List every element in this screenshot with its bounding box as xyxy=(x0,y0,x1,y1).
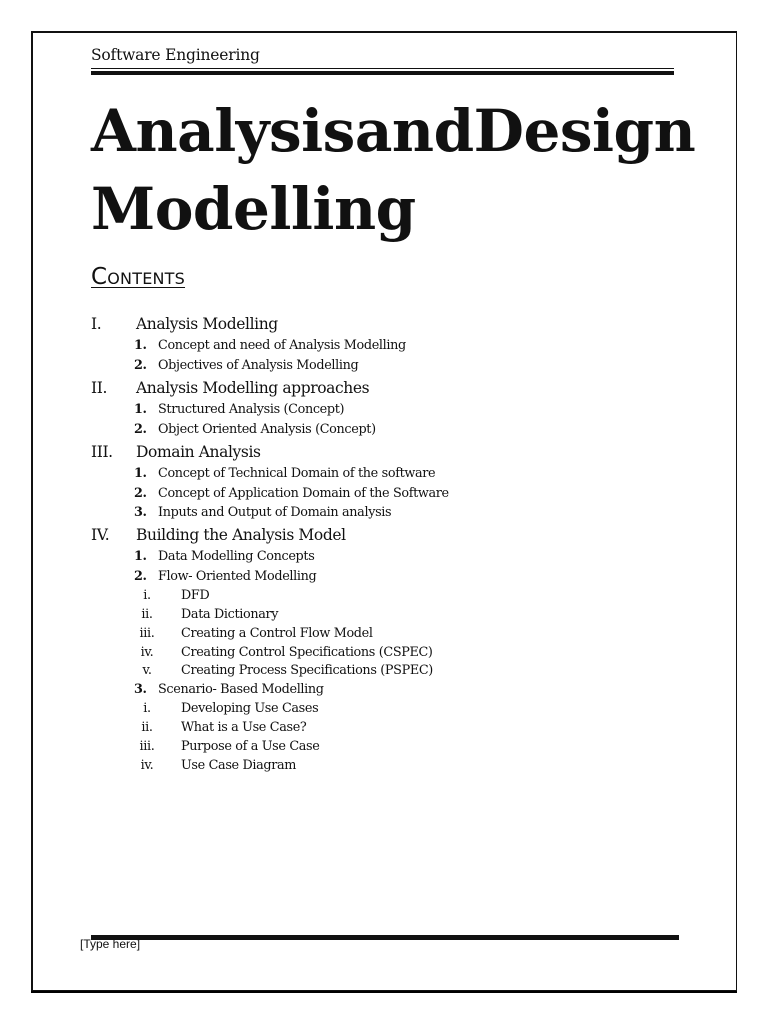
toc-text: Developing Use Cases xyxy=(181,701,319,717)
toc-text: DFD xyxy=(181,588,210,604)
toc-text: Structured Analysis (Concept) xyxy=(158,401,345,417)
title-word: and xyxy=(354,97,474,165)
toc-text: What is a Use Case? xyxy=(181,720,307,736)
toc-text: Creating a Control Flow Model xyxy=(181,625,373,641)
toc-number: iv. xyxy=(140,757,154,773)
toc-subsection xyxy=(134,401,345,417)
title-word: Design xyxy=(473,97,696,165)
toc-text: Purpose of a Use Case xyxy=(181,738,320,754)
toc-number: 2. xyxy=(134,485,147,501)
toc-number: III. xyxy=(91,442,113,461)
contents-heading: Contents xyxy=(91,264,186,290)
toc-text: Concept of Application Domain of the Software xyxy=(158,485,449,501)
toc-subsection xyxy=(134,357,359,373)
toc-subsection xyxy=(134,338,406,354)
toc-subsection xyxy=(134,549,315,565)
toc-subsection xyxy=(134,465,436,481)
toc-text: Analysis Modelling xyxy=(136,315,278,333)
toc-subitem xyxy=(139,625,373,641)
toc-number: ii. xyxy=(141,720,153,736)
toc-subitem xyxy=(139,738,320,754)
toc-number: 2. xyxy=(134,357,147,373)
toc-text: Building the Analysis Model xyxy=(136,526,346,545)
toc-number: 1. xyxy=(134,338,147,354)
toc-number: i. xyxy=(143,588,151,604)
toc-section xyxy=(91,315,278,333)
toc-number: IV. xyxy=(91,526,110,545)
toc-text: Use Case Diagram xyxy=(181,757,297,773)
toc-number: v. xyxy=(142,663,152,679)
toc-subitem xyxy=(142,663,433,679)
toc-number: 2. xyxy=(134,569,147,585)
toc-number: i. xyxy=(143,701,151,717)
toc-subsection xyxy=(134,485,449,501)
toc-number: ii. xyxy=(141,606,153,622)
title-line-2: Modelling xyxy=(91,175,416,243)
toc-text: Object Oriented Analysis (Concept) xyxy=(158,421,376,437)
toc-text: Data Modelling Concepts xyxy=(158,549,315,565)
toc-number: II. xyxy=(91,378,107,397)
toc-number: iii. xyxy=(139,625,155,641)
toc-subsection xyxy=(134,421,376,437)
toc-subitem xyxy=(143,588,210,604)
toc-text: Objectives of Analysis Modelling xyxy=(158,357,359,373)
toc-text: Concept and need of Analysis Modelling xyxy=(158,338,406,354)
toc-number: iv. xyxy=(140,644,154,660)
footer-placeholder[interactable]: [Type here] xyxy=(80,937,141,951)
toc-subitem xyxy=(143,701,319,717)
toc-subsection xyxy=(134,505,392,521)
toc-text: Inputs and Output of Domain analysis xyxy=(158,505,392,521)
toc-text: Flow- Oriented Modelling xyxy=(158,569,317,585)
toc-subitem xyxy=(141,606,279,622)
toc-subitem xyxy=(140,757,297,773)
toc-text: Creating Control Specifications (CSPEC) xyxy=(181,644,433,660)
toc-number: 3. xyxy=(134,505,147,521)
toc-subitem xyxy=(140,644,433,660)
toc-section xyxy=(91,378,370,397)
toc-subsection xyxy=(134,682,324,698)
toc-section xyxy=(91,526,346,545)
toc-number: 1. xyxy=(134,465,147,481)
toc-text: Analysis Modelling approaches xyxy=(136,378,370,397)
toc-number: I. xyxy=(91,315,102,333)
running-header: Software Engineering xyxy=(91,46,260,64)
toc-number: 1. xyxy=(134,401,147,417)
toc-number: iii. xyxy=(139,738,155,754)
title-word: Analysis xyxy=(91,97,355,165)
toc-text: Scenario- Based Modelling xyxy=(158,682,324,698)
toc-text: Domain Analysis xyxy=(136,442,261,461)
toc-text: Creating Process Specifications (PSPEC) xyxy=(181,663,433,679)
toc-text: Concept of Technical Domain of the software xyxy=(158,465,436,481)
toc-section xyxy=(91,442,261,461)
footer-rule xyxy=(91,935,679,940)
toc-number: 3. xyxy=(134,682,147,698)
toc-text: Data Dictionary xyxy=(181,606,279,622)
toc-subitem xyxy=(141,720,307,736)
toc-number: 2. xyxy=(134,421,147,437)
toc-number: 1. xyxy=(134,549,147,565)
toc-subsection xyxy=(134,569,317,585)
